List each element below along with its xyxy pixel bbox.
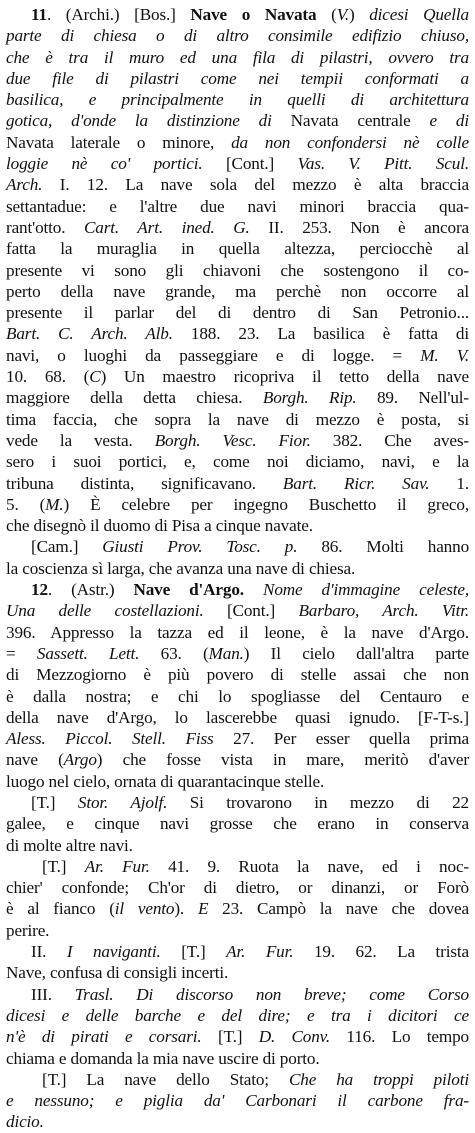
body-text: è al fianco (: [6, 899, 115, 919]
italic-text: basilica, e principalmente in quelli di architettura: [6, 90, 469, 110]
body-text: 41. 9. Ruota la nave, ed i noc-: [149, 856, 469, 876]
text-line: [6, 984, 469, 1005]
body-text: =: [6, 643, 37, 663]
text-line: [6, 600, 469, 621]
body-text: 19. 62. La trista: [293, 942, 469, 962]
text-line: [6, 1111, 469, 1132]
text-line: [6, 643, 469, 664]
body-text: [T.] La nave dello Stato;: [42, 1069, 289, 1089]
italic-text: Vas. V. Pitt. Scul.: [297, 154, 469, 174]
italic-text: Bart. C. Arch. Alb.: [6, 324, 173, 344]
body-text: Navata centrale: [290, 111, 430, 131]
text-line: [6, 579, 469, 600]
body-text: chiama e domanda la mia nave uscire di porto.: [6, 1048, 320, 1068]
body-text: 116. Lo tempo: [330, 1027, 469, 1047]
headword: Nave d'Argo.: [133, 580, 244, 600]
text-line: [6, 153, 469, 174]
italic-text: M. V.: [420, 345, 469, 365]
body-text: chier' confonde; Ch'or di dietro, or dinanzi, or Forò: [6, 878, 469, 898]
text-line: [6, 473, 469, 494]
body-text: [Cont.]: [203, 601, 299, 621]
body-text: [Cam.]: [31, 537, 103, 557]
text-line: [6, 792, 469, 813]
body-text: perire.: [6, 920, 50, 940]
text-line: [6, 196, 469, 217]
italic-text: I naviganti.: [66, 942, 161, 962]
italic-text: parte di chiesa o di altro consimile edifizio chiuso,: [6, 26, 469, 46]
body-text: I. 12. La nave sola del mezzo è alta braccia: [42, 175, 469, 195]
body-text: III.: [31, 984, 75, 1004]
body-text: galee, e cinque navi grosse che erano in conserva: [6, 814, 469, 834]
text-line: [6, 238, 469, 259]
text-line: [6, 494, 469, 515]
body-text: 10. 68. (: [6, 367, 90, 387]
italic-text: loggie nè co' portici.: [6, 154, 203, 174]
body-text: settantadue: e l'altre due navi minori braccia qua-: [6, 196, 469, 216]
italic-text: Nome d'immagine celeste,: [263, 580, 469, 600]
text-line: [6, 132, 469, 153]
text-line: [6, 174, 469, 195]
headword: Nave o Navata: [190, 5, 317, 24]
body-text: [Cont.]: [202, 154, 298, 174]
text-line: [6, 323, 469, 344]
body-text: 27. Per esser quella prima: [213, 729, 469, 749]
headword: 12: [31, 580, 48, 600]
text-line: [6, 430, 469, 451]
text-line: [6, 558, 469, 579]
italic-text: n'è di pirati e corsari.: [6, 1027, 202, 1047]
text-line: [6, 622, 469, 643]
body-text: 86. Molti hanno: [297, 537, 470, 557]
body-text: Si trovarono in mezzo di 22: [167, 792, 469, 812]
body-text: che disegnò il duomo di Pisa a cinque navate.: [6, 516, 313, 536]
text-line: [6, 941, 469, 962]
italic-text: e nessuno; e piglia da' Carbonari il carbone fra-: [6, 1091, 469, 1111]
body-text: [T.]: [31, 792, 78, 812]
text-line: [6, 366, 469, 387]
italic-text: dicesi e delle barche e del dire; e tra i dicitori ce: [6, 1005, 469, 1025]
text-line: [6, 920, 469, 941]
body-text: presente il parlar del di dentro di San Petronio...: [6, 303, 469, 323]
text-line: [6, 1026, 469, 1047]
italic-text: E: [197, 899, 209, 919]
text-line: [6, 25, 469, 46]
body-text: tima faccia, che sopra la nave di mezzo è posta, si: [6, 409, 469, 429]
body-text: 1.: [429, 473, 470, 493]
text-line: [6, 707, 469, 728]
text-line: [6, 728, 469, 749]
italic-text: Borgh. Vesc. Fior.: [154, 430, 311, 450]
text-line: [6, 302, 469, 323]
text-line: [6, 536, 469, 557]
body-text: vede la vesta.: [6, 430, 155, 450]
text-line: [6, 686, 469, 707]
italic-text: Aless. Piccol. Stell. Fiss: [6, 729, 214, 749]
italic-text: dicio.: [6, 1112, 44, 1132]
body-text: . (Astr.): [47, 580, 134, 600]
text-line: [6, 1090, 469, 1111]
body-text: 5. (: [6, 494, 46, 514]
text-line: [6, 68, 469, 89]
headword: 11: [31, 5, 47, 24]
body-text: 396. Appresso la tazza ed il leone, è la nave d'Argo.: [6, 622, 469, 642]
body-text: ) che fosse vista in mare, meritò d'aver: [96, 750, 469, 770]
italic-text: D. Conv.: [258, 1027, 331, 1047]
text-line: [6, 89, 469, 110]
body-text: navi, o luoghi da passeggiare e di logge. =: [6, 345, 421, 365]
text-line: [6, 749, 469, 770]
text-line: [6, 835, 469, 856]
text-line: [6, 856, 469, 877]
text-line: [6, 451, 469, 472]
body-text: [T.]: [160, 942, 227, 962]
text-line: [6, 260, 469, 281]
body-text: [T.]: [201, 1027, 259, 1047]
italic-text: C: [89, 367, 101, 387]
text-line: [6, 771, 469, 792]
body-text: la coscienza sì larga, che avanza una nave di chiesa.: [6, 558, 356, 578]
italic-text: Sassett. Lett.: [36, 643, 140, 663]
italic-text: Una delle costellazioni.: [6, 601, 204, 621]
body-text: di molte altre navi.: [6, 835, 133, 855]
text-line: [6, 664, 469, 685]
text-line: [6, 4, 469, 25]
italic-text: il vento: [114, 899, 175, 919]
italic-text: Barbaro, Arch. Vitr.: [298, 601, 469, 621]
italic-text: dicesi Quella: [369, 5, 469, 24]
body-text: nave (: [6, 750, 64, 770]
body-text: ): [348, 5, 370, 24]
text-line: [6, 387, 469, 408]
text-line: [6, 1005, 469, 1026]
body-text: luogo nel cielo, ornata di quarantacinque stelle.: [6, 771, 325, 791]
text-line: [6, 110, 469, 131]
body-text: ) Un maestro ricopriva il tetto della nave: [100, 367, 469, 387]
body-text: ).: [174, 899, 198, 919]
body-text: Navata laterale o minore,: [6, 132, 232, 152]
body-text: fatta la muraglia in quella altezza, perciocchè al: [6, 239, 469, 259]
body-text: della nave d'Argo, lo lascerebbe quasi ignudo. [F-T-s.]: [6, 707, 469, 727]
body-text: (: [316, 5, 337, 24]
text-line: [6, 281, 469, 302]
italic-text: che è tra il muro ed una fila di pilastri, ovvero tra: [6, 47, 469, 67]
body-text: sero i suoi portici, e, come noi diciamo, navi, e la: [6, 452, 469, 472]
body-text: [244, 580, 263, 599]
text-line: [6, 813, 469, 834]
italic-text: V.: [336, 5, 349, 24]
text-line: [6, 898, 469, 919]
italic-text: Borgh. Rip.: [262, 388, 357, 408]
body-text: maggiore della detta chiesa.: [6, 388, 263, 408]
body-text: 23. Campò la nave che dovea: [208, 899, 470, 919]
italic-text: Cart. Art. ined. G.: [83, 217, 250, 237]
italic-text: Trasl. Di discorso non breve; come Corso: [74, 984, 470, 1004]
text-line: [6, 1069, 469, 1090]
body-text: è dalla nostra; e chi lo spogliasse del Centauro e: [6, 686, 469, 706]
body-text: tribuna distinta, significavano.: [6, 473, 283, 493]
text-line: [6, 409, 469, 430]
italic-text: Giusti Prov. Tosc. p.: [102, 537, 298, 557]
text-line: [6, 47, 469, 68]
italic-text: Arch.: [6, 175, 43, 195]
italic-text: Ar. Fur.: [84, 856, 150, 876]
text-line: [6, 877, 469, 898]
italic-text: e: [429, 111, 456, 131]
body-text: [T.]: [42, 856, 85, 876]
body-text: ) Il cielo dall'altra parte: [243, 643, 469, 663]
body-text: 89. Nell'ul-: [356, 388, 469, 408]
body-text: presente vi sono gli chiavoni che sostengono il co-: [6, 260, 469, 280]
italic-text: Bart. Ricr. Sav.: [282, 473, 430, 493]
body-text: 63. (: [139, 643, 209, 663]
italic-text: di: [455, 111, 469, 131]
italic-text: Stor. Ajolf.: [77, 792, 168, 812]
italic-text: Ar. Fur.: [226, 942, 294, 962]
text-line: [6, 962, 469, 983]
text-line: [6, 345, 469, 366]
italic-text: M.: [45, 494, 64, 514]
text-line: [6, 515, 469, 536]
body-text: perto della nave grande, ma perchè non occorre al: [6, 281, 469, 301]
italic-text: Argo: [63, 750, 97, 770]
body-text: 382. Che aves-: [310, 430, 469, 450]
body-text: II.: [31, 942, 67, 962]
text-line: [6, 1048, 469, 1069]
body-text: ) È celebre per ingegno Buschetto il greco,: [63, 494, 469, 514]
italic-text: Man.: [208, 643, 244, 663]
italic-text: due file di pilastri come nei tempii conformati a: [6, 68, 469, 88]
body-text: rant'otto.: [6, 217, 84, 237]
body-text: II. 253. Non è ancora: [249, 217, 469, 237]
body-text: . (Archi.) [Bos.]: [46, 5, 191, 24]
body-text: 188. 23. La basilica è fatta di: [172, 324, 469, 344]
italic-text: gotica, d'onde la distinzione di: [6, 111, 291, 131]
body-text: Nave, confusa di consigli incerti.: [6, 963, 229, 983]
text-line: [6, 217, 469, 238]
body-text: di Mezzogiorno è più povero di stelle assai che non: [6, 665, 469, 685]
italic-text: da non confondersi nè colle: [231, 132, 470, 152]
italic-text: Che ha troppi piloti: [288, 1069, 469, 1089]
